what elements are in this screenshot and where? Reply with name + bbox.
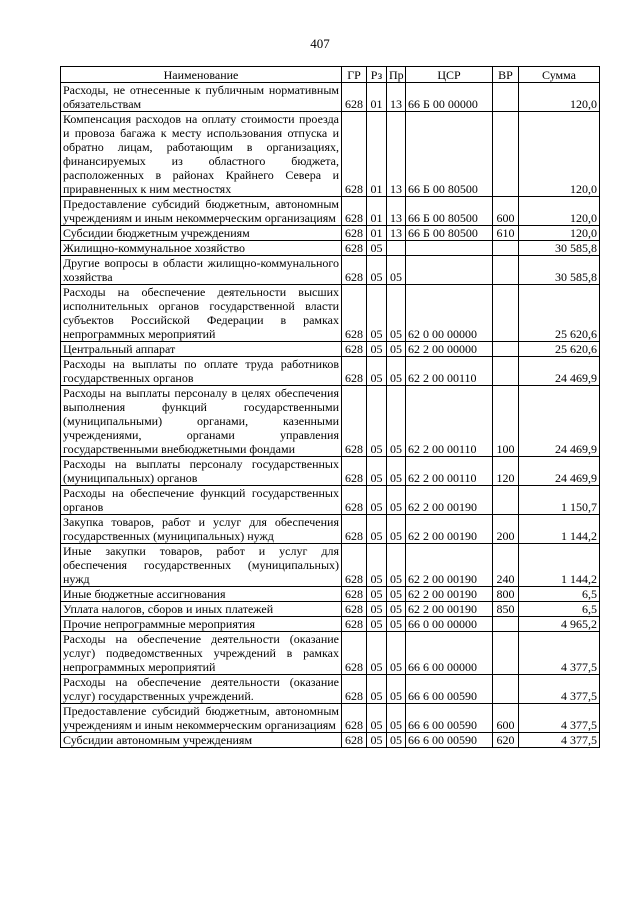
cell-pr: 05 [387, 342, 406, 357]
cell-pr: 13 [387, 83, 406, 112]
cell-gr: 628 [342, 226, 367, 241]
cell-gr: 628 [342, 83, 367, 112]
cell-csr: 62 2 00 00190 [406, 602, 493, 617]
cell-rz: 05 [367, 256, 387, 285]
cell-gr: 628 [342, 357, 367, 386]
cell-vr [493, 342, 519, 357]
cell-name: Расходы на обеспечение функций государственных органов [61, 486, 342, 515]
cell-csr: 62 2 00 00190 [406, 486, 493, 515]
cell-gr: 628 [342, 675, 367, 704]
header-sum: Сумма [519, 67, 600, 83]
table-row [61, 342, 600, 357]
cell-sum: 120,0 [519, 226, 600, 241]
cell-pr: 05 [387, 457, 406, 486]
cell-name: Компенсация расходов на оплату стоимости проезда и провоза багажа к месту использования отпуска и обратно лицам, работающим в организациях, финансируемых из областного бюджета, расположенных в районах Крайнего Севера и приравненных к ним местностях [61, 112, 342, 197]
cell-name: Расходы на обеспечение деятельности (оказание услуг) государственных учреждений. [61, 675, 342, 704]
cell-name: Субсидии автономным учреждениям [61, 733, 342, 748]
cell-rz: 05 [367, 457, 387, 486]
cell-sum: 120,0 [519, 197, 600, 226]
cell-sum: 120,0 [519, 112, 600, 197]
cell-sum: 30 585,8 [519, 256, 600, 285]
cell-vr [493, 256, 519, 285]
cell-csr: 62 2 00 00190 [406, 587, 493, 602]
cell-csr: 66 Б 00 80500 [406, 197, 493, 226]
cell-vr: 100 [493, 386, 519, 457]
cell-vr [493, 632, 519, 675]
table-body [61, 83, 600, 748]
cell-gr: 628 [342, 587, 367, 602]
cell-gr: 628 [342, 617, 367, 632]
table-row [61, 386, 600, 457]
cell-gr: 628 [342, 704, 367, 733]
cell-gr: 628 [342, 197, 367, 226]
cell-rz: 05 [367, 675, 387, 704]
table-row [61, 285, 600, 342]
cell-name: Предоставление субсидий бюджетным, автономным учреждениям и иным некоммерческим организациям [61, 197, 342, 226]
header-csr: ЦСР [406, 67, 493, 83]
cell-gr: 628 [342, 515, 367, 544]
cell-name: Расходы на обеспечение деятельности (оказание услуг) подведомственных учреждений в рамках непрограммных мероприятий [61, 632, 342, 675]
cell-gr: 628 [342, 285, 367, 342]
cell-vr [493, 83, 519, 112]
cell-csr: 66 6 00 00590 [406, 675, 493, 704]
cell-pr: 13 [387, 112, 406, 197]
table-row [61, 704, 600, 733]
cell-pr: 05 [387, 256, 406, 285]
cell-rz: 01 [367, 197, 387, 226]
cell-vr: 610 [493, 226, 519, 241]
cell-pr: 05 [387, 632, 406, 675]
page-number: 407 [310, 36, 330, 51]
table-row [61, 602, 600, 617]
cell-pr: 05 [387, 515, 406, 544]
cell-csr: 62 2 00 00000 [406, 342, 493, 357]
cell-csr: 62 2 00 00190 [406, 515, 493, 544]
budget-table [60, 66, 600, 748]
cell-sum: 1 144,2 [519, 544, 600, 587]
cell-rz: 05 [367, 241, 387, 256]
cell-sum: 6,5 [519, 587, 600, 602]
cell-name: Центральный аппарат [61, 342, 342, 357]
cell-pr: 05 [387, 733, 406, 748]
cell-sum: 1 150,7 [519, 486, 600, 515]
cell-pr [387, 241, 406, 256]
cell-sum: 1 144,2 [519, 515, 600, 544]
cell-csr: 66 Б 00 80500 [406, 112, 493, 197]
cell-pr: 05 [387, 675, 406, 704]
cell-csr: 66 Б 00 80500 [406, 226, 493, 241]
cell-vr: 600 [493, 704, 519, 733]
cell-csr: 66 0 00 00000 [406, 617, 493, 632]
cell-vr: 240 [493, 544, 519, 587]
cell-pr: 05 [387, 285, 406, 342]
cell-csr: 62 0 00 00000 [406, 285, 493, 342]
cell-vr: 620 [493, 733, 519, 748]
cell-sum: 24 469,9 [519, 457, 600, 486]
cell-name: Расходы на обеспечение деятельности высших исполнительных органов государственной власти субъектов Российской Федерации в рамках непрограммных мероприятий [61, 285, 342, 342]
cell-pr: 13 [387, 226, 406, 241]
cell-vr [493, 241, 519, 256]
cell-sum: 4 377,5 [519, 704, 600, 733]
cell-gr: 628 [342, 544, 367, 587]
cell-gr: 628 [342, 632, 367, 675]
cell-name: Иные закупки товаров, работ и услуг для обеспечения государственных (муниципальных) нужд [61, 544, 342, 587]
cell-sum: 24 469,9 [519, 357, 600, 386]
cell-vr: 600 [493, 197, 519, 226]
cell-sum: 30 585,8 [519, 241, 600, 256]
cell-vr: 800 [493, 587, 519, 602]
cell-csr [406, 241, 493, 256]
cell-rz: 05 [367, 342, 387, 357]
cell-rz: 01 [367, 112, 387, 197]
cell-pr: 05 [387, 486, 406, 515]
cell-vr: 120 [493, 457, 519, 486]
cell-rz: 05 [367, 617, 387, 632]
cell-sum: 4 377,5 [519, 632, 600, 675]
cell-name: Расходы на выплаты персоналу в целях обеспечения выполнения функций государственными (муниципальными) органами, казенными учреждениями, органами управления государственными внебюджетными фондами [61, 386, 342, 457]
cell-vr [493, 285, 519, 342]
cell-pr: 05 [387, 544, 406, 587]
cell-rz: 05 [367, 544, 387, 587]
cell-name: Расходы на выплаты по оплате труда работников государственных органов [61, 357, 342, 386]
cell-rz: 05 [367, 602, 387, 617]
cell-name: Другие вопросы в области жилищно-коммунального хозяйства [61, 256, 342, 285]
cell-name: Субсидии бюджетным учреждениям [61, 226, 342, 241]
cell-pr: 05 [387, 386, 406, 457]
header-pr: Пр [387, 67, 406, 83]
cell-gr: 628 [342, 342, 367, 357]
table-row [61, 83, 600, 112]
cell-sum: 4 965,2 [519, 617, 600, 632]
cell-sum: 4 377,5 [519, 675, 600, 704]
table-row [61, 357, 600, 386]
cell-rz: 05 [367, 486, 387, 515]
cell-gr: 628 [342, 241, 367, 256]
cell-name: Жилищно-коммунальное хозяйство [61, 241, 342, 256]
cell-vr: 200 [493, 515, 519, 544]
cell-csr: 66 6 00 00000 [406, 632, 493, 675]
cell-sum: 24 469,9 [519, 386, 600, 457]
cell-pr: 05 [387, 587, 406, 602]
cell-gr: 628 [342, 256, 367, 285]
cell-rz: 01 [367, 226, 387, 241]
cell-csr: 66 6 00 00590 [406, 704, 493, 733]
cell-csr: 62 2 00 00110 [406, 357, 493, 386]
cell-vr [493, 617, 519, 632]
table-row [61, 544, 600, 587]
cell-gr: 628 [342, 602, 367, 617]
cell-rz: 05 [367, 386, 387, 457]
table-row [61, 515, 600, 544]
cell-sum: 4 377,5 [519, 733, 600, 748]
cell-rz: 05 [367, 285, 387, 342]
header-rz: Рз [367, 67, 387, 83]
table-row [61, 226, 600, 241]
cell-csr: 66 Б 00 00000 [406, 83, 493, 112]
cell-csr: 62 2 00 00110 [406, 386, 493, 457]
table-row [61, 733, 600, 748]
cell-rz: 05 [367, 632, 387, 675]
cell-gr: 628 [342, 386, 367, 457]
table-row [61, 617, 600, 632]
cell-sum: 25 620,6 [519, 285, 600, 342]
cell-pr: 05 [387, 617, 406, 632]
cell-vr [493, 357, 519, 386]
cell-rz: 05 [367, 515, 387, 544]
cell-csr [406, 256, 493, 285]
table-row [61, 632, 600, 675]
cell-sum: 120,0 [519, 83, 600, 112]
cell-vr [493, 486, 519, 515]
cell-name: Расходы на выплаты персоналу государственных (муниципальных) органов [61, 457, 342, 486]
cell-vr: 850 [493, 602, 519, 617]
header-name: Наименование [61, 67, 342, 83]
cell-gr: 628 [342, 733, 367, 748]
table-row [61, 256, 600, 285]
table-row [61, 457, 600, 486]
cell-gr: 628 [342, 457, 367, 486]
cell-rz: 05 [367, 357, 387, 386]
cell-name: Предоставление субсидий бюджетным, автономным учреждениям и иным некоммерческим организациям [61, 704, 342, 733]
cell-vr [493, 112, 519, 197]
table-row [61, 112, 600, 197]
cell-csr: 66 6 00 00590 [406, 733, 493, 748]
table-header-row [61, 67, 600, 83]
table-row [61, 675, 600, 704]
header-gr: ГР [342, 67, 367, 83]
table-row [61, 486, 600, 515]
cell-name: Прочие непрограммные мероприятия [61, 617, 342, 632]
table-row [61, 587, 600, 602]
cell-rz: 05 [367, 704, 387, 733]
cell-sum: 6,5 [519, 602, 600, 617]
cell-name: Иные бюджетные ассигнования [61, 587, 342, 602]
table-row [61, 197, 600, 226]
cell-csr: 62 2 00 00190 [406, 544, 493, 587]
cell-pr: 05 [387, 357, 406, 386]
cell-name: Закупка товаров, работ и услуг для обеспечения государственных (муниципальных) нужд [61, 515, 342, 544]
cell-name: Расходы, не отнесенные к публичным нормативным обязательствам [61, 83, 342, 112]
cell-rz: 05 [367, 733, 387, 748]
cell-gr: 628 [342, 112, 367, 197]
cell-pr: 05 [387, 602, 406, 617]
cell-rz: 01 [367, 83, 387, 112]
cell-pr: 05 [387, 704, 406, 733]
cell-csr: 62 2 00 00110 [406, 457, 493, 486]
cell-vr [493, 675, 519, 704]
cell-rz: 05 [367, 587, 387, 602]
header-vr: ВР [493, 67, 519, 83]
cell-sum: 25 620,6 [519, 342, 600, 357]
cell-pr: 13 [387, 197, 406, 226]
cell-gr: 628 [342, 486, 367, 515]
cell-name: Уплата налогов, сборов и иных платежей [61, 602, 342, 617]
table-row [61, 241, 600, 256]
